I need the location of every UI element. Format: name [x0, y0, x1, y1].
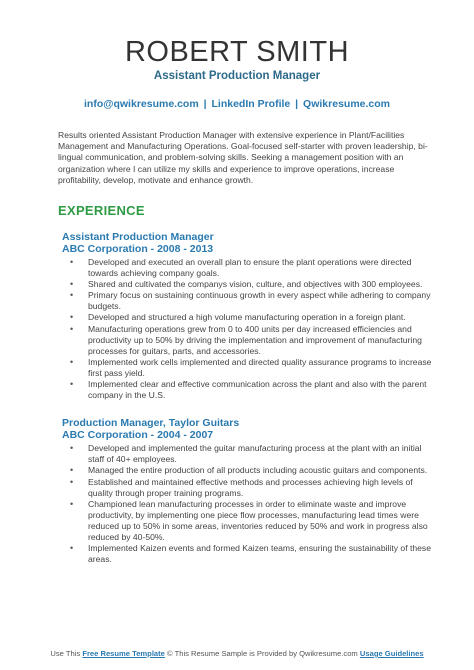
- contact-line: [0, 98, 474, 110]
- email-link[interactable]: info@qwikresume.com: [84, 98, 199, 110]
- footer-copyright: © This Resume Sample is Provided by Qwikresume.com: [167, 649, 358, 658]
- experience-heading: EXPERIENCE: [58, 203, 145, 219]
- job-bullet: • Manufacturing operations grew from 0 to 400 units per day increased efficiencies and productivity up to 50% by driving the implementation and improvement of manufacturing processes for guitars, parts, and accessories.: [88, 324, 434, 357]
- job-bullets: [88, 443, 434, 565]
- job-bullet: • Managed the entire production of all products including acoustic guitars and components.: [88, 465, 434, 476]
- candidate-title: Assistant Production Manager: [153, 70, 321, 82]
- job-bullet: • Championed lean manufacturing processes in order to eliminate waste and improve productivity, by implementing one piece flow processes, manufacturing lead times were reduced up to 50% in some areas, inventories reduced by 50% and work in progress also reduced by 40-50%.: [88, 499, 434, 543]
- website-link[interactable]: Qwikresume.com: [303, 98, 390, 110]
- job-bullet: • Implemented work cells implemented and directed quality assurance programs to increase first pass yield.: [88, 357, 434, 379]
- job-bullet: • Developed and executed an overall plan to ensure the plant operations were directed towards achieving company goals.: [88, 257, 434, 279]
- job-title: Assistant Production Manager: [62, 231, 214, 244]
- job-title: Production Manager, Taylor Guitars: [62, 417, 240, 430]
- job-company: ABC Corporation - 2008 - 2013: [62, 243, 214, 256]
- job-bullet: • Implemented Kaizen events and formed Kaizen teams, ensuring the sustainability of these areas.: [88, 543, 434, 565]
- job-bullet: • Primary focus on sustaining continuous growth in every aspect while adhering to company budgets.: [88, 290, 434, 312]
- footer-prefix: Use This: [50, 649, 81, 658]
- linkedin-link[interactable]: LinkedIn Profile: [211, 98, 291, 110]
- job-bullet: • Developed and structured a high volume manufacturing operation in a foreign plant.: [88, 312, 434, 323]
- job-company: ABC Corporation - 2004 - 2007: [62, 429, 214, 442]
- resume-header: [0, 0, 474, 110]
- job-bullet: • Established and maintained effective methods and processes achieving high levels of quality through proper training programs.: [88, 477, 434, 499]
- candidate-name: ROBERT SMITH: [124, 36, 350, 68]
- summary-paragraph: Results oriented Assistant Production Manager with extensive experience in Plant/Facilities Management and Manufacturing Operations. Goal-focused self-starter with proven leadership, bi-lingual communication, and problem-solving skills. Seeking a management position with an organization where I can utilize my skills and experience to improve operations, increase profitability, develop, motivate and enhance growth.: [58, 130, 428, 185]
- job-bullet: • Shared and cultivated the companys vision, culture, and objectives with 300 employees.: [88, 279, 434, 290]
- contact-separator: |: [295, 98, 299, 110]
- contact-separator: |: [203, 98, 207, 110]
- job-bullets: [88, 257, 434, 401]
- page-footer: [0, 649, 474, 658]
- free-template-link[interactable]: Free Resume Template: [82, 649, 165, 658]
- job-bullet: • Developed and implemented the guitar manufacturing process at the plant with an initial staff of 40+ employees.: [88, 443, 434, 465]
- job-entry: [62, 231, 434, 401]
- job-entry: [62, 417, 434, 565]
- usage-guidelines-link[interactable]: Usage Guidelines: [359, 649, 424, 658]
- job-bullet: • Implemented clear and effective communication across the plant and also with the parent company in the U.S.: [88, 379, 434, 401]
